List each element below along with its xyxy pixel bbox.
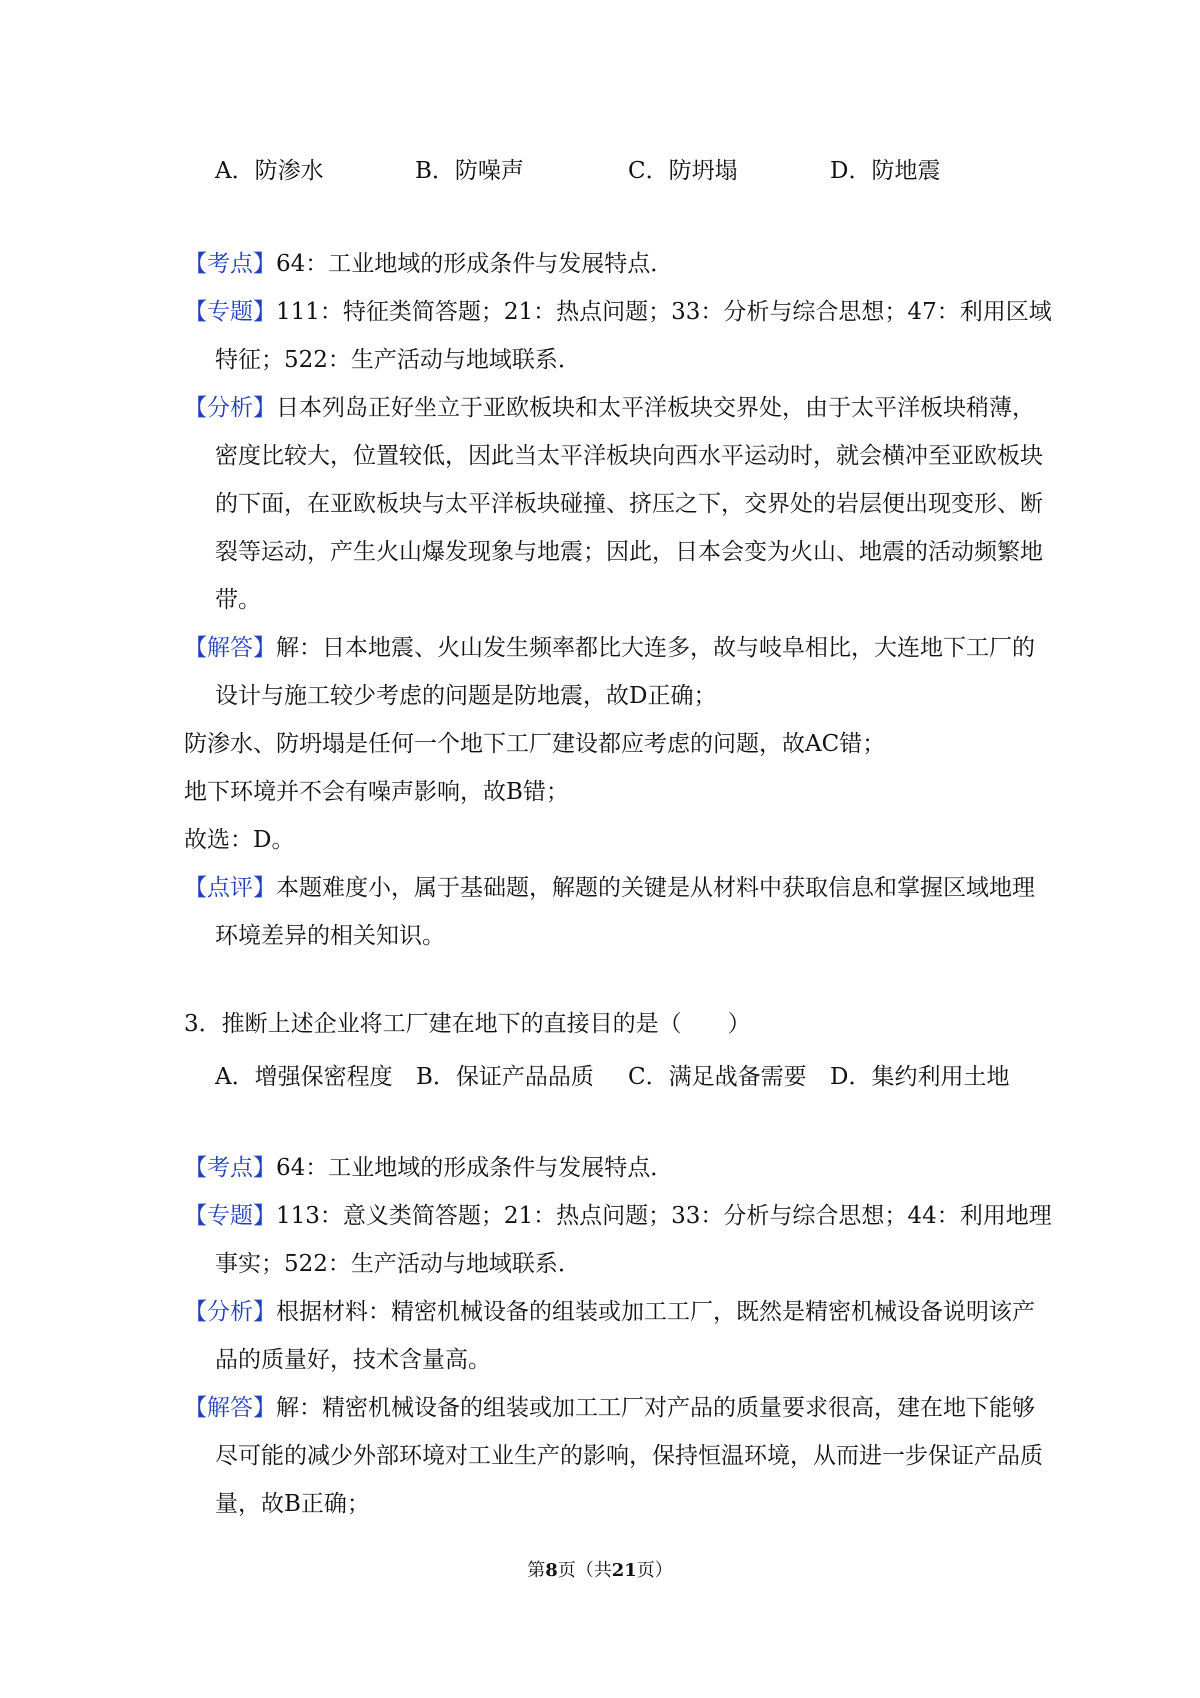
footer-suffix: 页） — [636, 1560, 673, 1581]
zhuanti-text: 111：特征类简答题；21：热点问题；33：分析与综合思想；47：利用区域特征；522：生产活动与地域联系． — [215, 299, 1052, 373]
zhuanti-text: 113：意义类简答题；21：热点问题；33：分析与综合思想；44：利用地理事实；522：生产活动与地域联系． — [215, 1203, 1052, 1277]
jieda-tag: 【解答】 — [184, 635, 276, 661]
q3-option-c: C．满足战备需要 — [628, 1064, 807, 1090]
q2-option-b: B．防噪声 — [415, 158, 524, 184]
q2-answer-line-2: 地下环境并不会有噪声影响，故B错； — [184, 779, 569, 805]
kaodian-text: 64：工业地域的形成条件与发展特点． — [276, 1155, 674, 1181]
dianping-tag: 【点评】 — [184, 875, 276, 901]
q3-option-b: B．保证产品品质 — [416, 1064, 594, 1090]
fenxi-tag: 【分析】 — [184, 1299, 276, 1325]
kaodian-tag: 【考点】 — [184, 1155, 276, 1181]
q2-zhuanti — [184, 288, 1055, 384]
q2-fenxi — [184, 384, 1055, 624]
kaodian-tag: 【考点】 — [184, 251, 276, 277]
q2-kaodian — [184, 240, 1055, 288]
fenxi-tag: 【分析】 — [184, 395, 276, 421]
dianping-text: 本题难度小，属于基础题，解题的关键是从材料中获取信息和掌握区域地理环境差异的相关知识。 — [215, 875, 1035, 949]
q2-answer-line-3: 故选：D。 — [184, 827, 295, 853]
q2-answer-line-1: 防渗水、防坍塌是任何一个地下工厂建设都应考虑的问题，故AC错； — [184, 731, 886, 757]
q3-question: 3．推断上述企业将工厂建在地下的直接目的是（ ） — [184, 1011, 751, 1037]
jieda-tag: 【解答】 — [184, 1395, 276, 1421]
page-footer — [0, 1556, 1200, 1582]
q3-option-a: A．增强保密程度 — [215, 1064, 393, 1090]
zhuanti-tag: 【专题】 — [184, 299, 276, 325]
q2-option-d: D．防地震 — [830, 158, 941, 184]
kaodian-text: 64：工业地域的形成条件与发展特点． — [276, 251, 674, 277]
jieda-text: 解：精密机械设备的组装或加工工厂对产品的质量要求很高，建在地下能够尽可能的减少外部环境对工业生产的影响，保持恒温环境，从而进一步保证产品质量，故B正确； — [215, 1395, 1043, 1517]
fenxi-text: 根据材料：精密机械设备的组装或加工工厂，既然是精密机械设备说明该产品的质量好，技术含量高。 — [215, 1299, 1035, 1373]
footer-total-pages: 21 — [611, 1560, 637, 1581]
q3-kaodian — [184, 1144, 1055, 1192]
zhuanti-tag: 【专题】 — [184, 1203, 276, 1229]
q3-option-d: D．集约利用土地 — [830, 1064, 1010, 1090]
footer-middle: 页（共 — [557, 1560, 612, 1581]
q2-option-c: C．防坍塌 — [628, 158, 738, 184]
q2-option-a: A．防渗水 — [215, 158, 324, 184]
q3-zhuanti — [184, 1192, 1055, 1288]
footer-prefix: 第 — [527, 1560, 546, 1581]
q2-dianping — [184, 864, 1055, 960]
q3-jieda — [184, 1384, 1055, 1528]
q2-jieda — [184, 624, 1055, 720]
footer-page-number: 8 — [545, 1560, 558, 1581]
jieda-text: 解：日本地震、火山发生频率都比大连多，故与岐阜相比，大连地下工厂的设计与施工较少考虑的问题是防地震，故D正确； — [215, 635, 1035, 709]
q3-fenxi — [184, 1288, 1055, 1384]
fenxi-text: 日本列岛正好坐立于亚欧板块和太平洋板块交界处，由于太平洋板块稍薄，密度比较大，位置较低，因此当太平洋板块向西水平运动时，就会横冲至亚欧板块的下面，在亚欧板块与太平洋板块碰撞、挤压之下，交界处的岩层便出现变形、断裂等运动，产生火山爆发现象与地震；因此，日本会变为火山、地震的活动频繁地带。 — [215, 395, 1043, 613]
